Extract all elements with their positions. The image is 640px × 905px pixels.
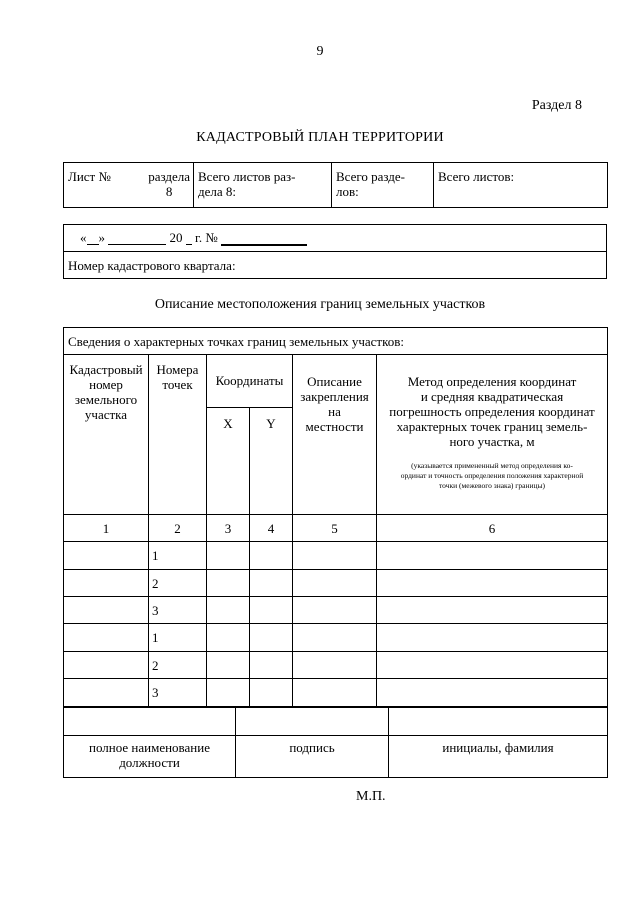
col-header-y: Y	[250, 408, 293, 515]
position-label	[64, 736, 236, 778]
col-fixing-line3: на	[328, 404, 341, 419]
total-sections-cell	[332, 163, 434, 208]
total-sections-line2: лов:	[336, 184, 359, 199]
col-header-points	[149, 355, 207, 515]
total-sheets-section-cell	[194, 163, 332, 208]
col-cadastral-line2: номер	[89, 377, 123, 392]
col-method-note-line3: точки (межевого знака) границы)	[438, 481, 546, 490]
cell-point-number: 2	[149, 652, 207, 679]
table-row	[64, 542, 608, 570]
total-sections-line1: Всего разде-	[336, 169, 406, 184]
sheet-number-label: Лист №	[68, 169, 111, 184]
col-points-line1: Номера	[156, 362, 199, 377]
sheet-number-cell	[64, 163, 194, 208]
position-label-line1: полное наименование	[89, 740, 210, 755]
cell-y	[250, 679, 293, 707]
section-word: раздела	[148, 169, 190, 184]
cell-cadastral	[64, 679, 149, 707]
cell-method	[377, 624, 608, 652]
cell-y	[250, 542, 293, 570]
position-label-line2: должности	[119, 755, 180, 770]
cell-x	[207, 570, 250, 597]
month-blank	[108, 231, 166, 245]
section-subtitle: Описание местоположения границ земельных участков	[154, 297, 486, 312]
col-header-x: X	[207, 408, 250, 515]
name-label: инициалы, фамилия	[389, 736, 608, 778]
cell-x	[207, 542, 250, 570]
col-method-note-line2: ординат и точность определения положения характерной	[400, 471, 584, 480]
section-number: 8	[165, 184, 173, 199]
stamp-label: М.П.	[356, 789, 386, 804]
cell-cadastral	[64, 652, 149, 679]
cell-fixing	[293, 624, 377, 652]
cell-fixing	[293, 652, 377, 679]
col-header-fixing	[293, 355, 377, 515]
cell-fixing	[293, 542, 377, 570]
total-sheets-section-line1: Всего листов раз-	[198, 169, 296, 184]
table-caption: Сведения о характерных точках границ земельных участков:	[64, 328, 608, 355]
total-sheets-label: Всего листов:	[438, 169, 515, 184]
col-method-note-line1: (указывается примененный метод определения ко-	[411, 461, 573, 470]
cell-fixing	[293, 570, 377, 597]
col-number-5: 5	[293, 515, 377, 542]
col-header-coordinates: Координаты	[207, 355, 293, 408]
number-blank	[221, 231, 307, 246]
name-blank	[389, 708, 608, 736]
day-blank	[87, 231, 99, 245]
col-header-method	[377, 355, 608, 515]
table-row	[64, 679, 608, 707]
cell-method	[377, 679, 608, 707]
col-cadastral-line1: Кадастровый	[69, 362, 143, 377]
col-fixing-line2: закрепления	[300, 389, 369, 404]
cell-cadastral	[64, 542, 149, 570]
col-fixing-line1: Описание	[307, 374, 362, 389]
quote-open: «	[80, 230, 87, 245]
cell-y	[250, 652, 293, 679]
cell-point-number: 2	[149, 570, 207, 597]
date-line-cell	[64, 225, 607, 252]
col-method-line2: и средняя квадратическая	[420, 389, 564, 404]
col-header-cadastral	[64, 355, 149, 515]
col-cadastral-line4: участка	[84, 407, 128, 422]
cell-method	[377, 542, 608, 570]
cell-x	[207, 679, 250, 707]
cell-cadastral	[64, 570, 149, 597]
section-label: Раздел 8	[531, 98, 582, 113]
cell-fixing	[293, 679, 377, 707]
cell-y	[250, 597, 293, 624]
position-blank	[64, 708, 236, 736]
boundary-points-table	[63, 327, 608, 707]
number-label: г. №	[195, 230, 218, 245]
cell-x	[207, 624, 250, 652]
col-number-6: 6	[377, 515, 608, 542]
year-blank	[186, 231, 192, 245]
col-fixing-line4: местности	[305, 419, 364, 434]
col-number-4: 4	[250, 515, 293, 542]
signature-table	[63, 707, 608, 778]
col-points-line2: точек	[162, 377, 193, 392]
signature-label: подпись	[236, 736, 389, 778]
cell-x	[207, 597, 250, 624]
col-number-1: 1	[64, 515, 149, 542]
col-method-line4: характерных точек границ земель-	[396, 419, 588, 434]
cell-y	[250, 570, 293, 597]
cell-cadastral	[64, 624, 149, 652]
page-number: 9	[316, 44, 324, 59]
col-cadastral-line3: земельного	[74, 392, 138, 407]
col-number-2: 2	[149, 515, 207, 542]
cell-cadastral	[64, 597, 149, 624]
cell-point-number: 1	[149, 624, 207, 652]
cell-point-number: 3	[149, 679, 207, 707]
date-quarter-table	[63, 224, 607, 279]
col-method-note	[377, 461, 607, 491]
cell-method	[377, 570, 608, 597]
col-number-3: 3	[207, 515, 250, 542]
sheet-header-table	[63, 162, 608, 208]
col-method-line5: ного участка, м	[449, 434, 535, 449]
table-row	[64, 570, 608, 597]
quote-close: »	[98, 230, 105, 245]
quarter-number-label: Номер кадастрового квартала:	[68, 257, 236, 273]
cell-method	[377, 597, 608, 624]
quarter-number-cell	[64, 252, 607, 279]
cell-y	[250, 624, 293, 652]
table-row	[64, 652, 608, 679]
signature-blank	[236, 708, 389, 736]
cell-x	[207, 652, 250, 679]
cell-fixing	[293, 597, 377, 624]
col-method-line1: Метод определения координат	[407, 374, 577, 389]
table-row	[64, 624, 608, 652]
col-method-line3: погрешность определения координат	[389, 404, 595, 419]
cell-point-number: 3	[149, 597, 207, 624]
total-sheets-cell	[434, 163, 608, 208]
cell-method	[377, 652, 608, 679]
table-row	[64, 597, 608, 624]
cell-point-number: 1	[149, 542, 207, 570]
page-title: КАДАСТРОВЫЙ ПЛАН ТЕРРИТОРИИ	[196, 130, 444, 145]
total-sheets-section-line2: дела 8:	[198, 184, 237, 199]
year-prefix: 20	[169, 230, 183, 245]
